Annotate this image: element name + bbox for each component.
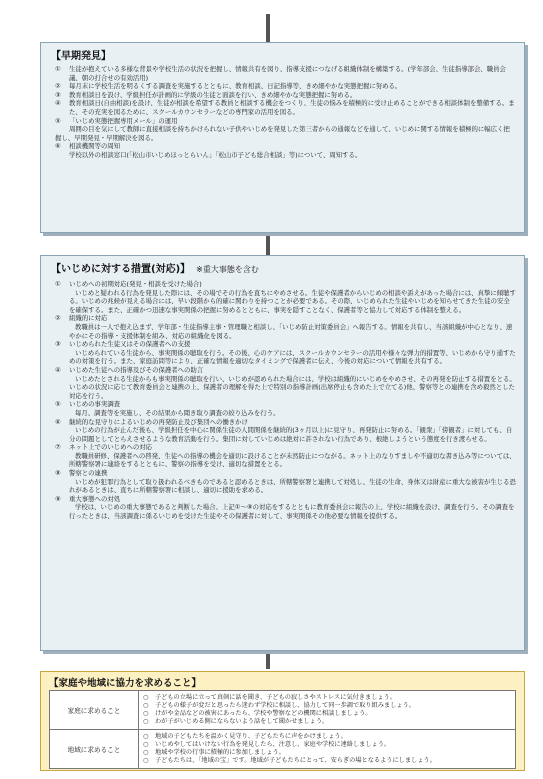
list-item: ○ 地域の子どもたちを温かく見守り、子どもたちに声をかけましょう。 (143, 732, 347, 740)
early-detection-section (40, 42, 525, 233)
list-item: ③ 教育相談日を設け、学級担任が計画的に学級の生徒と面談を行い、きめ細やかな実態把握に努める。 (55, 90, 357, 99)
early-detection-title: 【早期発見】 (51, 51, 111, 62)
community-list (139, 730, 516, 769)
cooperation-title: 【家庭や地域に協力を求めること】 (49, 678, 202, 689)
cooperation-table (49, 690, 516, 769)
list-item: ○ 地域や学校の行事に積極的に参加しましょう。 (143, 749, 285, 756)
measure-body: いじめられている生徒から、事実関係の聴取を行う。その後、心のケアには、スクールカウンセラーの活用や様々な弾力的措置等、いじめから守り通すための対策を行う。また、家庭訪問等により、正確な情報を適切なタイミングで保護者に伝え、今後の対応について情報を共有する。 (69, 348, 516, 366)
measure-body: いじめと疑われる行為を発見した際には、その場でその行為を直ちにやめさせる。生徒や保護者からいじめの相談や訴えがあった場合には、真摯に傾聴する。いじめの兆候が見える場合には、早い段階から的確に関わりを持つことが必要である。その際、いじめられた生徒やいじめを知らせてきた生徒の安全を確保する。また、正確かつ迅速な事実関係の把握に努めるとともに、事実を隠すことなく、保護者等と協力して対応する体制を整える。 (69, 288, 516, 314)
measure-body: いじめが犯罪行為として取り扱われるべきものであると認めるときは、所轄警察署と連携して対処し、生徒の生命、身体又は財産に重大な被害が生じる恐れがあるときは、直ちに所轄警察署に相談し、適切に援助を求める。 (69, 477, 516, 495)
list-item: ① 生徒が抱えている多様な背景や学校生活の状況を把握し、情報共有を図り、指導支援につなげる組織体制を構築する。(学年部会、生徒指導部会、職員会議、朝の打合せの有効活用) (55, 65, 506, 82)
measure-heading: ① いじめへの初期対応(発見・相談を受けた場合) (55, 280, 202, 288)
measure-body: 教職員研修、保護者への啓発、生徒への指導の機会を適切に設けることが未然防止につながる。ネット上のなりすましや不適切な書き込み等については、所轄警察署に連絡をするとともに、警察の指導を受け、適切な措置をとる。 (69, 451, 516, 469)
list-item: ○ わが子がいじめる側にならないよう話をして聞かせましょう。 (143, 718, 329, 726)
response-measures-title (41, 256, 524, 278)
measure-heading: ⑦ ネット上でのいじめへの対応 (55, 443, 153, 452)
measure-body: いじめの行為が止んだ後も、学級担任を中心に関係生徒の人間関係を継続的(3ヶ月以上)に見守り、再発防止に努める。「観衆」「傍観者」に対しても、自分の問題としてとらえさせるような教育活動を行う。集団に対していじめは絶対に許されない行為であり、根絶しようという態度を行き渡らせる。 (69, 426, 513, 443)
community-label: 地域に求めること (50, 730, 139, 769)
measure-heading: ② 組織的に対応 (55, 314, 108, 323)
response-measures-list (41, 278, 524, 525)
table-row (50, 730, 516, 769)
response-measures-subtitle: ※重大事態を含む (196, 265, 259, 274)
bottom-connector (266, 651, 270, 669)
list-item: ② 毎月末に学校生活を明るくする調査を実施するとともに、教育相談、日記指導等、きめ細やかな実態把握に努める。 (55, 82, 402, 91)
response-measures-section (40, 255, 525, 651)
measure-body: 毎月、調査等を実施し、その結果から聞き取り調査の絞り込みを行う。 (75, 408, 280, 417)
list-item: ○ 子どもたちは、「地域の宝」です。地域が子どもたちにとって、安らぎの場となるようにしましょう。 (143, 757, 436, 765)
list-item: ④ 教育相談日(自由相談)を設け、生徒が相談を希望する教員と相談する機会をつくり、生徒の悩みを積極的に受け止めることができる相談体制を整備する。また、その充実を図るために、スクールカウンセラーなどの専門家の活用を図る。 (55, 99, 515, 116)
list-item: ○ 子どもの立場に立って真剣に話を聞き、子どもの寂しさやストレスに気付きましょう。 (143, 693, 396, 701)
measure-body: 学校は、いじめの重大事態であると判断した場合、上記①～⑧の対応をするとともに教育委員会に報告の上、学校に組織を設け、調査を行う。その調査を行ったときは、当該調査に係るいじめを受けた生徒やその保護者に対して、事実関係その他必要な情報を提供する。 (69, 503, 515, 521)
home-list (139, 691, 516, 730)
measure-heading: ⑨ 重大事態への対処 (55, 494, 121, 503)
early-detection-list (41, 65, 524, 164)
measure-body: 教職員は一人で抱え込まず、学年部・生徒指導主事・管理職と相談し、「いじめ防止対策委員会」へ報告する。情報を共有し、当該組織が中心となり、速やかにその指導・支援体制を組み、対応の組織化を図る。 (69, 322, 513, 340)
measure-heading: ③ いじめられた生徒又はその保護者への支援 (55, 340, 191, 349)
mail-detail: 周囲の目を気にして教師に直接相談を持ちかけられない子供やいじめを発見した第三者からの通報などを通して、いじめに関する情報を積極的に幅広く把握し、早期発見・早期解決を図る。 (55, 125, 510, 142)
list-item: ⑥ 相談機関等の周知 (55, 142, 121, 151)
cooperation-section (40, 671, 525, 771)
measure-heading: ⑤ いじめの事実調査 (55, 400, 121, 409)
consultation-detail: 学校以外の相談窓口(「松山市いじめほっとらいん」「松山市子ども総合相談」等)について、周知する。 (69, 150, 362, 159)
measure-heading: ⑥ 継続的な見守りによるいじめの再発防止及び集団への働きかけ (55, 417, 248, 426)
top-connector (266, 14, 270, 42)
home-label: 家庭に求めること (50, 691, 139, 730)
list-item: ⑤ 「いじめ実態把握専用メール」の運用 (55, 116, 178, 125)
measure-body: いじめたとされる生徒からも事実関係の聴取を行い、いじめが認められた場合には、学校は組織的にいじめをやめさせ、その再発を防止する措置をとる。いじめの状況に応じて教育委員会と連携の上、保護者の理解を得た上で特別の指導計画(出席停止も含めた上で立てる)他、警察等との連携を含め毅然とした対応を行う。 (69, 374, 516, 400)
middle-connector (266, 233, 270, 255)
measure-heading: ④ いじめた生徒への指導及びその保護者への助言 (55, 365, 204, 374)
list-item: ○ けがや金品などの被害にあったら、学校や警察などの機関に相談しましょう。 (143, 710, 372, 717)
list-item: ○ いじめやしてはいけない行為を発見したら、注意し、家庭や学校に連絡しましょう。 (143, 740, 391, 748)
list-item: ○ 子どもの様子が変だと思ったら迷わず学校に相談し、協力して同一歩調で取り組みましょう。 (143, 701, 415, 709)
table-row (50, 691, 516, 730)
response-measures-heading: 【いじめに対する措置(対応)】 (51, 264, 191, 275)
measure-heading: ⑧ 警察との連携 (55, 469, 108, 478)
